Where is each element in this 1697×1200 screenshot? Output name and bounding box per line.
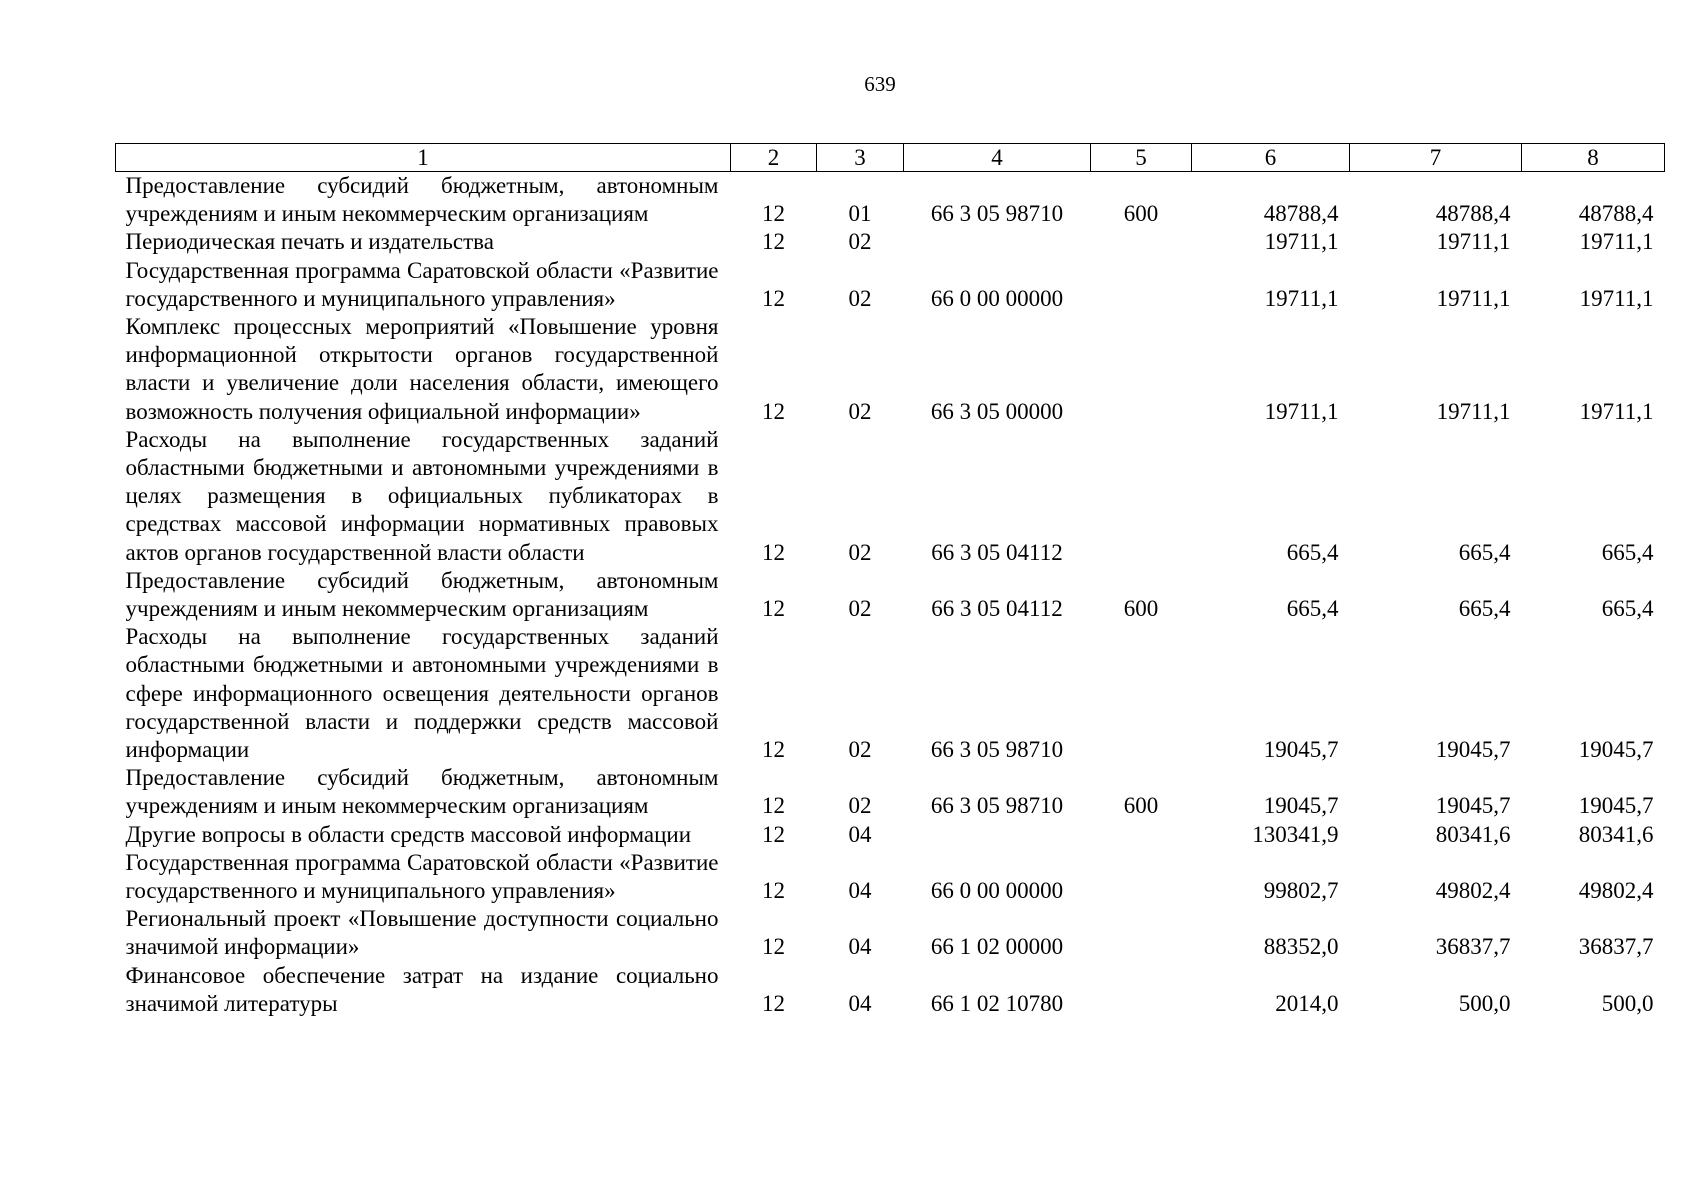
row-section-code: 12 bbox=[762, 737, 785, 763]
table-row bbox=[116, 426, 1665, 567]
row-amount-col6: 19711,1 bbox=[1264, 285, 1339, 311]
table-row bbox=[116, 172, 1665, 229]
table-row bbox=[116, 821, 1665, 849]
page-number: 639 bbox=[864, 72, 896, 96]
row-amount-col6: 88352,0 bbox=[1263, 934, 1339, 960]
row-amount-col8: 665,4 bbox=[1601, 596, 1654, 622]
row-amount-col8: 19711,1 bbox=[1579, 229, 1654, 255]
row-section-code: 12 bbox=[762, 821, 785, 847]
row-target-article: 66 3 05 98710 bbox=[930, 201, 1064, 227]
row-amount-col8: 36837,7 bbox=[1578, 934, 1654, 960]
row-expense-type bbox=[1091, 849, 1192, 905]
row-subsection-code: 04 bbox=[848, 821, 872, 847]
row-amount-col8: 665,4 bbox=[1601, 539, 1654, 565]
row-target-article: 66 3 05 00000 bbox=[930, 398, 1064, 424]
row-subsection-code: 01 bbox=[848, 201, 872, 227]
row-target-article bbox=[904, 821, 1091, 849]
row-amount-col7: 19711,1 bbox=[1436, 398, 1511, 424]
table-row bbox=[116, 905, 1665, 961]
row-section-code: 12 bbox=[762, 539, 785, 565]
row-expense-type bbox=[1091, 313, 1192, 426]
row-subsection-code: 02 bbox=[848, 229, 872, 255]
column-header: 6 bbox=[1192, 144, 1350, 172]
column-header: 3 bbox=[817, 144, 904, 172]
row-expense-type bbox=[1091, 257, 1192, 313]
row-section-code: 12 bbox=[762, 878, 785, 904]
table-row bbox=[116, 764, 1665, 820]
row-expense-type bbox=[1091, 821, 1192, 849]
row-section-code: 12 bbox=[762, 201, 785, 227]
row-amount-col8: 500,0 bbox=[1601, 990, 1654, 1016]
row-description: Предоставление субсидий бюджетным, автономным учреждениям и иным некоммерческим организациям bbox=[125, 567, 719, 622]
row-amount-col6: 99802,7 bbox=[1263, 878, 1339, 904]
column-header: 1 bbox=[116, 144, 731, 172]
row-section-code: 12 bbox=[762, 793, 785, 819]
row-amount-col8: 19711,1 bbox=[1579, 398, 1654, 424]
row-amount-col7: 48788,4 bbox=[1435, 201, 1511, 227]
table-row bbox=[116, 849, 1665, 905]
row-target-article: 66 0 00 00000 bbox=[930, 285, 1064, 311]
row-expense-type bbox=[1091, 905, 1192, 961]
row-description: Региональный проект «Повышение доступности социально значимой информации» bbox=[125, 906, 719, 960]
row-description: Расходы на выполнение государственных заданий областными бюджетными и автономными учреждениями в сфере информационного освещения деятельности органов государственной власти и поддержки средств массовой информации bbox=[125, 624, 719, 763]
row-amount-col8: 48788,4 bbox=[1578, 201, 1654, 227]
row-description: Финансовое обеспечение затрат на издание социально значимой литературы bbox=[125, 962, 719, 1016]
row-amount-col8: 19045,7 bbox=[1578, 737, 1654, 763]
row-amount-col6: 48788,4 bbox=[1263, 201, 1339, 227]
row-description: Комплекс процессных мероприятий «Повышение уровня информационной открытости органов государственной власти и увеличение доли населения области, имеющего возможность получения официальной информации» bbox=[125, 314, 719, 424]
row-amount-col6: 665,4 bbox=[1286, 539, 1339, 565]
row-section-code: 12 bbox=[762, 285, 785, 311]
row-subsection-code: 02 bbox=[848, 398, 872, 424]
row-description: Периодическая печать и издательства bbox=[125, 229, 494, 255]
row-amount-col8: 80341,6 bbox=[1578, 821, 1654, 847]
table-row bbox=[116, 567, 1665, 623]
row-description: Другие вопросы в области средств массовой информации bbox=[125, 821, 691, 847]
header-row bbox=[116, 144, 1665, 172]
column-header: 4 bbox=[904, 144, 1091, 172]
row-amount-col7: 19045,7 bbox=[1435, 737, 1511, 763]
row-amount-col6: 19711,1 bbox=[1264, 229, 1339, 255]
column-header: 8 bbox=[1522, 144, 1665, 172]
row-amount-col7: 19045,7 bbox=[1435, 793, 1511, 819]
row-amount-col7: 19711,1 bbox=[1436, 229, 1511, 255]
row-section-code: 12 bbox=[762, 596, 785, 622]
row-target-article bbox=[904, 228, 1091, 256]
column-header: 2 bbox=[731, 144, 817, 172]
row-expense-type bbox=[1091, 962, 1192, 1018]
row-description: Государственная программа Саратовской области «Развитие государственного и муниципального управления» bbox=[125, 849, 719, 904]
row-section-code: 12 bbox=[762, 990, 785, 1016]
table-row bbox=[116, 228, 1665, 256]
table-row bbox=[116, 313, 1665, 426]
row-subsection-code: 02 bbox=[848, 793, 872, 819]
row-amount-col7: 19711,1 bbox=[1436, 285, 1511, 311]
table-row bbox=[116, 257, 1665, 313]
row-target-article: 66 1 02 00000 bbox=[930, 934, 1064, 960]
row-expense-type: 600 bbox=[1123, 793, 1159, 819]
row-target-article: 66 0 00 00000 bbox=[930, 878, 1064, 904]
row-expense-type: 600 bbox=[1123, 201, 1159, 227]
row-subsection-code: 02 bbox=[848, 596, 872, 622]
row-description: Государственная программа Саратовской области «Развитие государственного и муниципального управления» bbox=[125, 257, 719, 311]
row-target-article: 66 1 02 10780 bbox=[930, 990, 1064, 1016]
row-amount-col6: 2014,0 bbox=[1275, 990, 1339, 1016]
row-expense-type bbox=[1091, 623, 1192, 764]
row-target-article: 66 3 05 98710 bbox=[930, 737, 1064, 763]
row-subsection-code: 02 bbox=[848, 285, 872, 311]
column-header: 5 bbox=[1091, 144, 1192, 172]
row-amount-col7: 665,4 bbox=[1458, 539, 1511, 565]
row-section-code: 12 bbox=[762, 934, 785, 960]
row-target-article: 66 3 05 04112 bbox=[931, 539, 1063, 565]
row-section-code: 12 bbox=[762, 398, 785, 424]
row-expense-type bbox=[1091, 426, 1192, 567]
row-subsection-code: 02 bbox=[848, 737, 872, 763]
table-row bbox=[116, 962, 1665, 1018]
table-row bbox=[116, 623, 1665, 764]
row-amount-col6: 665,4 bbox=[1286, 596, 1339, 622]
row-amount-col6: 19711,1 bbox=[1264, 398, 1339, 424]
row-amount-col8: 19045,7 bbox=[1578, 793, 1654, 819]
row-amount-col6: 19045,7 bbox=[1263, 793, 1339, 819]
row-amount-col7: 80341,6 bbox=[1435, 821, 1511, 847]
row-target-article: 66 3 05 04112 bbox=[931, 596, 1063, 622]
row-expense-type bbox=[1091, 228, 1192, 256]
budget-table bbox=[115, 143, 1665, 1018]
row-subsection-code: 02 bbox=[848, 539, 872, 565]
row-amount-col6: 19045,7 bbox=[1263, 737, 1339, 763]
row-subsection-code: 04 bbox=[848, 878, 872, 904]
row-description: Предоставление субсидий бюджетным, автономным учреждениям и иным некоммерческим организациям bbox=[125, 173, 719, 227]
row-amount-col7: 36837,7 bbox=[1435, 934, 1511, 960]
row-amount-col7: 49802,4 bbox=[1435, 878, 1511, 904]
row-subsection-code: 04 bbox=[848, 934, 872, 960]
row-amount-col8: 19711,1 bbox=[1579, 285, 1654, 311]
column-header: 7 bbox=[1350, 144, 1522, 172]
row-target-article: 66 3 05 98710 bbox=[930, 793, 1064, 819]
row-description: Предоставление субсидий бюджетным, автономным учреждениям и иным некоммерческим организациям bbox=[125, 765, 719, 819]
row-expense-type: 600 bbox=[1123, 596, 1159, 622]
row-amount-col7: 665,4 bbox=[1458, 596, 1511, 622]
row-amount-col8: 49802,4 bbox=[1578, 878, 1654, 904]
row-description: Расходы на выполнение государственных заданий областными бюджетными и автономными учреждениями в целях размещения в официальных публикаторах в средствах массовой информации нормативных правовых актов органов государственной власти области bbox=[125, 426, 719, 565]
row-amount-col6: 130341,9 bbox=[1252, 821, 1339, 847]
row-section-code: 12 bbox=[762, 229, 785, 255]
row-amount-col7: 500,0 bbox=[1458, 990, 1511, 1016]
row-subsection-code: 04 bbox=[848, 990, 872, 1016]
